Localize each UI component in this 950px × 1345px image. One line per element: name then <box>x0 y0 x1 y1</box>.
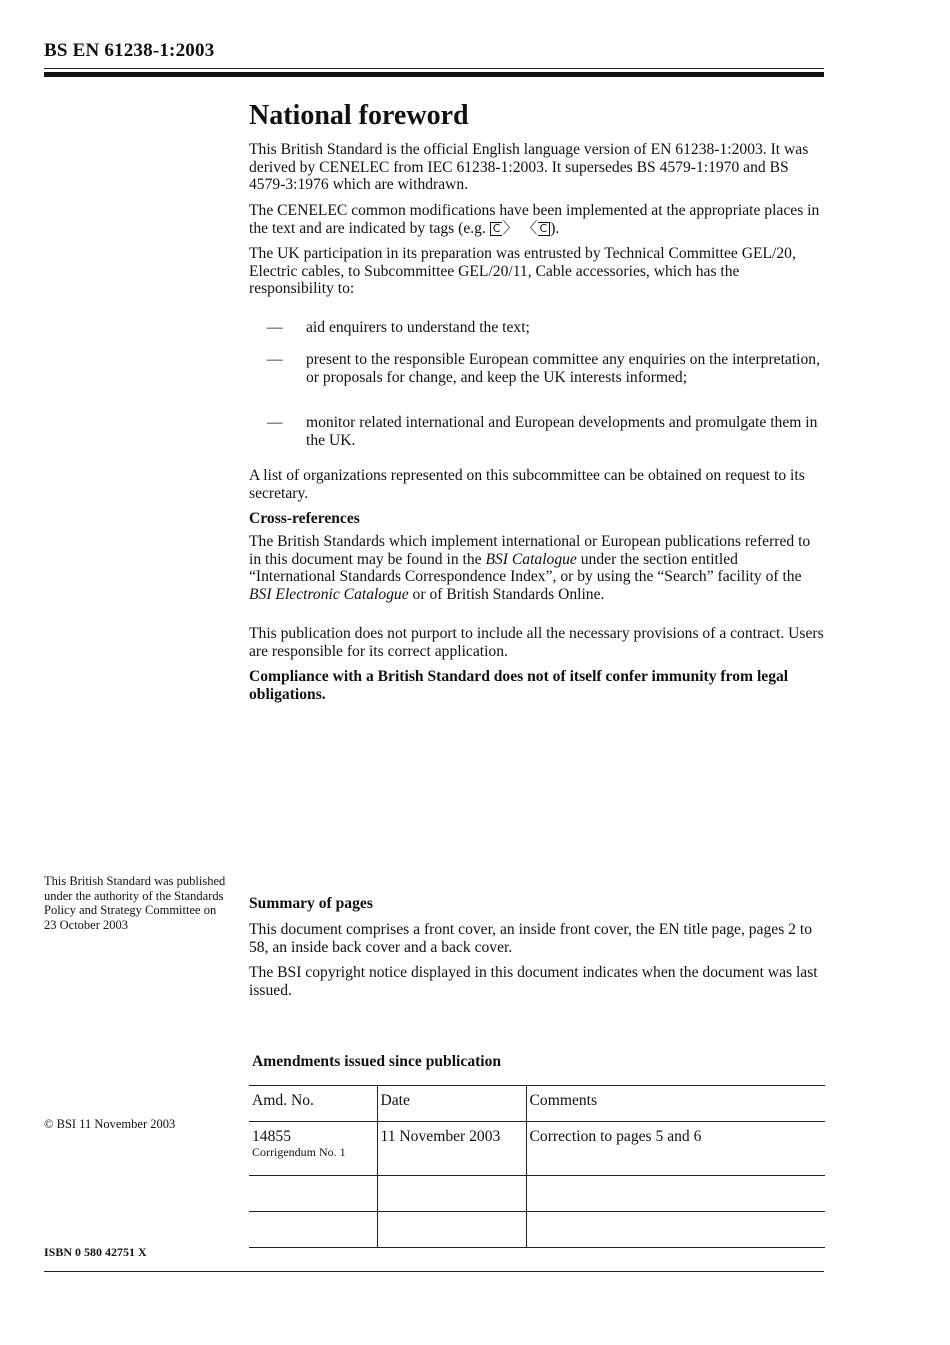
table-row <box>249 1122 825 1176</box>
crossref-heading: Cross-references <box>249 510 360 527</box>
summary-heading: Summary of pages <box>249 895 373 912</box>
table-header-row <box>249 1086 825 1122</box>
date-cell: 11 November 2003 <box>377 1122 526 1176</box>
amendments-table <box>249 1085 825 1248</box>
header-rule-thick <box>44 72 824 77</box>
crossref-body: The British Standards which implement international or European publications referred to in this document may be found in the BSI Catalogue under the section entitled “International Standards Correspondence Index”, or by using the “Search” facility of the BSI Electronic Catalogue or of British Standards Online. <box>249 533 811 603</box>
page-title: National foreword <box>249 100 469 131</box>
table-row <box>249 1176 825 1212</box>
table-row <box>249 1212 825 1248</box>
column-header-date: Date <box>377 1086 526 1122</box>
foreword-p2: The CENELEC common modifications have been implemented at the appropriate places in the text and are indicated by tags (e.g. C 〉 〈 C ). <box>249 202 820 237</box>
summary-p1: This document comprises a front cover, an inside front cover, the EN title page, pages 2 to 58, an inside back cover and a back cover. <box>249 921 812 956</box>
document-id: BS EN 61238-1:2003 <box>44 40 215 61</box>
amd-no-cell: 14855 Corrigendum No. 1 <box>249 1122 377 1176</box>
tag-close-icon: C <box>538 222 551 236</box>
foreword-p3: The UK participation in its preparation was entrusted by Technical Committee GEL/20, Electric cables, to Subcommittee GEL/20/11, Cable accessories, which has the responsibility to: <box>249 245 796 298</box>
foreword-p1: This British Standard is the official English language version of EN 61238-1:2003. It was derived by CENELEC from IEC 61238-1:2003. It supersedes BS 4579-1:1970 and BS 4579-3:1976 which are withdrawn. <box>249 141 809 194</box>
comments-cell: Correction to pages 5 and 6 <box>526 1122 825 1176</box>
copyright-notice: © BSI 11 November 2003 <box>44 1117 176 1131</box>
isbn: ISBN 0 580 42751 X <box>44 1245 147 1259</box>
header-rule-thin <box>44 68 824 69</box>
compliance-statement: Compliance with a British Standard does not of itself confer immunity from legal obligations. <box>249 668 789 703</box>
publication-note: This British Standard was published under the authority of the Standards Policy and Strategy Committee on 23 October 2003 <box>44 874 226 932</box>
column-header-comments: Comments <box>526 1086 825 1122</box>
amendments-heading: Amendments issued since publication <box>252 1053 502 1070</box>
summary-p2: The BSI copyright notice displayed in this document indicates when the document was last issued. <box>249 964 818 999</box>
tag-open-icon: C <box>490 222 503 236</box>
foreword-p5: This publication does not purport to include all the necessary provisions of a contract. Users are responsible for its correct application. <box>249 625 824 660</box>
foreword-p4: A list of organizations represented on this subcommittee can be obtained on request to its secretary. <box>249 467 805 502</box>
footer-rule <box>44 1271 824 1272</box>
column-header-amd-no: Amd. No. <box>249 1086 377 1122</box>
